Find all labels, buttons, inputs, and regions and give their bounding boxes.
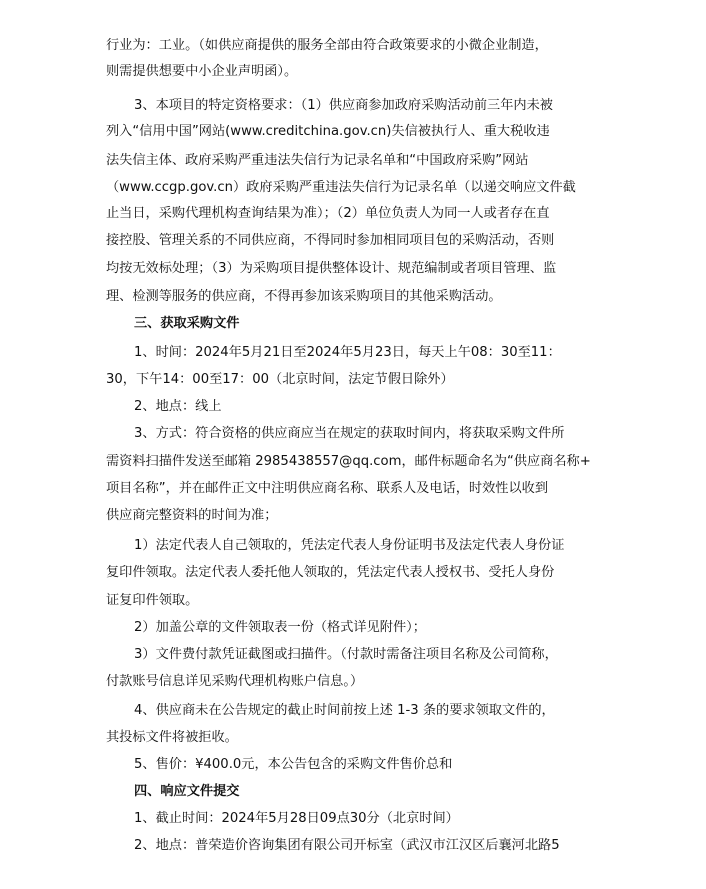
text-line: 均按无效标处理；（3）为采购项目提供整体设计、规范编制或者项目管理、监 bbox=[106, 261, 557, 276]
text-line: 理、检测等服务的供应商，不得再参加该采购项目的其他采购活动。 bbox=[106, 289, 502, 304]
text-line: 5、售价：¥400.0元，本公告包含的采购文件售价总和 bbox=[134, 757, 453, 772]
text-line: 复印件领取。法定代表人委托他人领取的，凭法定代表人授权书、受托人身份 bbox=[106, 565, 555, 580]
text-line: 2、地点：普荣造价咨询集团有限公司开标室（武汉市江汉区后襄河北路5 bbox=[134, 838, 560, 853]
text-line: 项目名称”，并在邮件正文中注明供应商名称、联系人及电话，时效性以收到 bbox=[106, 481, 549, 496]
text-line: 2）加盖公章的文件领取表一份（格式详见附件）； bbox=[134, 620, 426, 635]
text-line: 3、方式：符合资格的供应商应当在规定的获取时间内，将获取采购文件所 bbox=[134, 426, 565, 441]
text-line: 证复印件领取。 bbox=[106, 593, 199, 608]
text-line: 法失信主体、政府采购严重违法失信行为记录名单和“中国政府采购”网站 bbox=[106, 153, 529, 168]
text-line: 1、时间：2024年5月21日至2024年5月23日，每天上午08：30至11： bbox=[134, 345, 561, 360]
section-heading: 三、获取采购文件 bbox=[134, 316, 240, 331]
text-line: 1）法定代表人自己领取的，凭法定代表人身份证明书及法定代表人身份证 bbox=[134, 538, 565, 553]
text-line: 4、供应商未在公告规定的截止时间前按上述 1-3 条的要求领取文件的， bbox=[134, 703, 555, 718]
text-line: 行业为：工业。（如供应商提供的服务全部由符合政策要求的小微企业制造， bbox=[106, 38, 548, 53]
text-line: 30，下午14：00至17：00（北京时间，法定节假日除外） bbox=[106, 372, 454, 387]
text-line: 其投标文件将被拒收。 bbox=[106, 730, 238, 745]
text-line: 付款账号信息详见采购代理机构账户信息。） bbox=[106, 674, 364, 689]
text-line: 供应商完整资料的时间为准； bbox=[106, 508, 278, 523]
text-line: 接控股、管理关系的不同供应商，不得同时参加相同项目包的采购活动，否则 bbox=[106, 233, 555, 248]
text-line: 1、截止时间：2024年5月28日09点30分（北京时间） bbox=[134, 811, 459, 826]
section-heading: 四、响应文件提交 bbox=[134, 784, 240, 799]
text-line: 列入“信用中国”网站(www.creditchina.gov.cn)失信被执行人、重大税收违 bbox=[106, 124, 550, 139]
text-line: 需资料扫描件发送至邮箱 2985438557@qq.com，邮件标题命名为“供应商名称+ bbox=[106, 454, 591, 469]
text-line: 3）文件费付款凭证截图或扫描件。（付款时需备注项目名称及公司简称， bbox=[134, 647, 558, 662]
text-line: 2、地点：线上 bbox=[134, 399, 222, 414]
text-line: （www.ccgp.gov.cn）政府采购严重违法失信行为记录名单（以递交响应文件截 bbox=[106, 180, 576, 195]
text-line: 3、本项目的特定资格要求：（1）供应商参加政府采购活动前三年内未被 bbox=[134, 98, 553, 113]
text-line: 则需提供想要中小企业声明函）。 bbox=[106, 64, 298, 79]
text-line: 止当日，采购代理机构查询结果为准）；（2）单位负责人为同一人或者存在直 bbox=[106, 206, 550, 221]
